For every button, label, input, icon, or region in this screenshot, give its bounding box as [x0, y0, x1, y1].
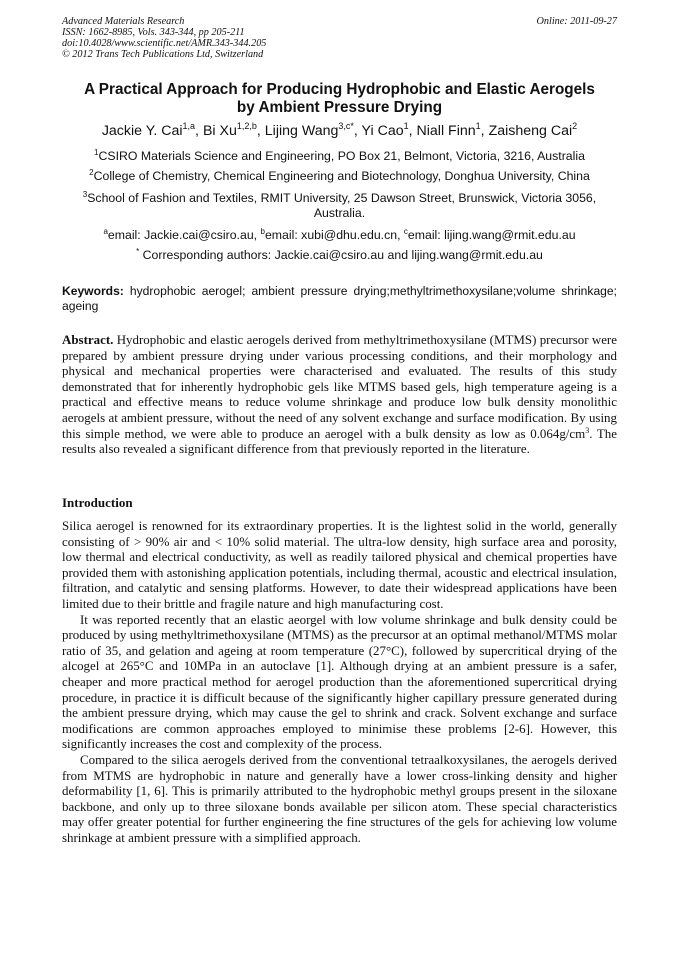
- paper-title: [62, 81, 617, 117]
- author-list: [62, 123, 617, 140]
- author-separator: ,: [353, 123, 362, 139]
- title-line-2: by Ambient Pressure Drying: [236, 99, 443, 116]
- affiliation-2: [62, 169, 617, 184]
- author-name: Niall Finn: [416, 123, 476, 139]
- issn-line: ISSN: 1662-8985, Vols. 343-344, pp 205-211: [62, 27, 245, 38]
- author-separator: ,: [195, 123, 203, 139]
- affiliation-text: School of Fashion and Textiles, RMIT University, 25 Dawson Street, Brunswick, Victoria 3056,: [87, 191, 597, 205]
- affiliation-mark: 2: [89, 168, 94, 177]
- author-name: Yi Cao: [361, 123, 404, 139]
- author-affiliation-mark: 1,a: [182, 121, 196, 131]
- author-name: Bi Xu: [202, 123, 237, 139]
- affiliation-3: [62, 191, 617, 221]
- online-date: Online: 2011-09-27: [536, 16, 617, 27]
- author-affiliation-mark: 1: [403, 121, 409, 131]
- email-line: [62, 228, 617, 243]
- author-affiliation-mark: 3,c*: [338, 121, 354, 131]
- author-name: Zaisheng Cai: [488, 123, 573, 139]
- corresponding-text: Corresponding authors: Jackie.cai@csiro.au and lijing.wang@rmit.edu.au: [139, 248, 543, 262]
- affiliation-1: [62, 149, 617, 164]
- affiliation-text: CSIRO Materials Science and Engineering, PO Box 21, Belmont, Victoria, 3216, Australia: [98, 149, 585, 163]
- email-text: email: lijing.wang@rmit.edu.au: [407, 228, 576, 242]
- affiliation-text: College of Chemistry, Chemical Engineering and Biotechnology, Donghua University, China: [93, 169, 590, 183]
- paragraph: Compared to the silica aerogels derived from the conventional tetraalkoxysilanes, the aerogels derived from MTMS are hydrophobic in nature and generally have a lower cross-linking density and higher deformability [1, 6]. This is primarily attributed to the hydrophobic methyl groups present in the siloxane backbone, and only up to three siloxane bonds available per silicon atom. These special characteristics may offer greater potential for further engineering the fine structures of the gels for achieving low volume shrinkage at ambient pressure with a simplified approach.: [62, 751, 617, 845]
- keywords-label: Keywords:: [62, 284, 124, 298]
- email-mark: b: [260, 227, 265, 236]
- introduction-body: [62, 518, 617, 845]
- corresponding-mark: *: [136, 247, 140, 256]
- email-text: email: Jackie.cai@csiro.au,: [107, 228, 261, 242]
- email-text: email: xubi@dhu.edu.cn,: [264, 228, 404, 242]
- author-affiliation-mark: 2: [572, 121, 578, 131]
- section-heading-introduction: Introduction: [62, 495, 133, 510]
- email-mark: a: [103, 227, 108, 236]
- affiliation-text: Australia.: [313, 206, 366, 220]
- copyright-line: © 2012 Trans Tech Publications Ltd, Switzerland: [62, 49, 264, 60]
- abstract-text: Hydrophobic and elastic aerogels derived from methyltrimethoxysilane (MTMS) precursor were prepared by ambient pressure drying under various processing conditions, and their morphology and physical and mechanical properties were characterised and evaluated. The results of this study demonstrated that for inherently hydrophobic gels like MTMS based gels, high temperature ageing is a practical and effective means to reduce volume shrinkage and produce low bulk density monolithic aerogels at ambient pressure, without the need of any solvent exchange and surface modification. By using this simple method, we were able to produce an aerogel with a bulk density as low as 0.064g/cm: [62, 332, 617, 441]
- doi-line: doi:10.4028/www.scientific.net/AMR.343-344.205: [62, 38, 267, 49]
- abstract-text-end: . The results also revealed a significant difference from that previously reported in the literature.: [62, 425, 617, 457]
- author-name: Jackie Y. Cai: [101, 123, 183, 139]
- affiliation-mark: 1: [94, 148, 99, 157]
- author-separator: ,: [256, 123, 265, 139]
- corresponding-authors: [62, 248, 617, 263]
- abstract-label: Abstract.: [62, 332, 114, 347]
- paragraph: Silica aerogel is renowned for its extraordinary properties. It is the lightest solid in the world, generally consisting of > 90% air and < 10% solid material. The ultra-low density, high surface area and porosity, low thermal and electrical conductivity, as well as readily tailored physical and chemical properties have provided them with astonishing application potentials, including thermal, acoustic and electrical insulation, filtration, and catalytic and sensing platforms. However, to date their widespread applications have been limited due to their brittle and fragile nature and high manufacturing cost.: [62, 518, 617, 611]
- keywords: [62, 284, 617, 314]
- author-separator: ,: [480, 123, 489, 139]
- author-separator: ,: [408, 123, 417, 139]
- journal-name: Advanced Materials Research: [62, 16, 185, 27]
- running-header: [62, 16, 617, 60]
- author-affiliation-mark: 1: [475, 121, 481, 131]
- affiliation-mark: 3: [82, 190, 88, 199]
- abstract: [62, 332, 617, 457]
- keywords-text: hydrophobic aerogel; ambient pressure drying;methyltrimethoxysilane;volume shrinkage; ageing: [62, 284, 617, 313]
- paragraph: It was reported recently that an elastic aeorgel with low volume shrinkage and bulk density could be produced by using methyltrimethoxysilane (MTMS) as the precursor at an optimal methanol/MTMS molar ratio of 35, and gelation and ageing at room temperature (27°C), followed by supercritical drying of the alcogel at 265°C and 10MPa in an autoclave [1]. Although drying at an ambient pressure is a safer, cheaper and more practical method for aerogel production than the aforementioned supercritical drying procedure, in practice it is difficult because of the significantly higher capillary pressure generated during the ambient pressure drying, which may cause the gel to shrink and crack. Solvent exchange and surface modifications are common approaches employed to minimise these problems [2-6]. However, this significantly increases the cost and complexity of the process.: [62, 611, 617, 752]
- author-affiliation-mark: 1,2,b: [236, 121, 257, 131]
- email-mark: c: [403, 227, 408, 236]
- title-line-1: A Practical Approach for Producing Hydrophobic and Elastic Aerogels: [84, 81, 595, 98]
- abstract-superscript: 3: [585, 425, 590, 435]
- author-name: Lijing Wang: [264, 123, 339, 139]
